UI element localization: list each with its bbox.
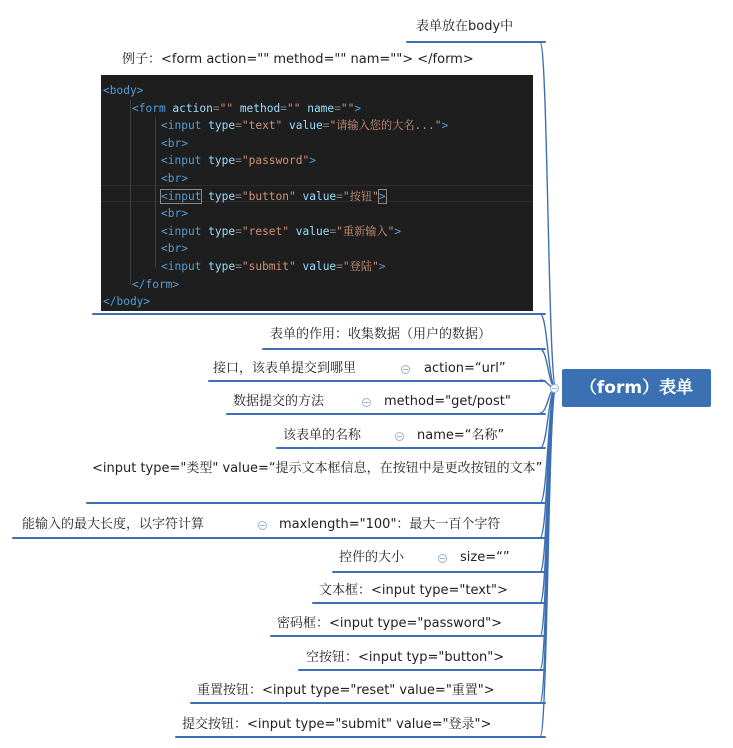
topic-action-underline xyxy=(208,380,546,382)
code-token: value xyxy=(289,224,330,238)
topic-password[interactable]: 密码框：<input type="password"> xyxy=(277,616,502,631)
code-line xyxy=(161,117,448,135)
code-token: "" xyxy=(219,101,234,115)
code-line xyxy=(103,82,143,100)
topic-maxlength-detail[interactable]: maxlength="100"：最大一百个字符 xyxy=(279,517,501,532)
code-line xyxy=(161,205,188,223)
topic-name-detail[interactable]: name=“名称” xyxy=(417,428,505,443)
code-line xyxy=(103,293,150,311)
topic-method-collapse-icon[interactable] xyxy=(362,398,371,407)
code-token: type xyxy=(201,154,236,168)
code-token: <br> xyxy=(161,242,188,256)
code-token: > xyxy=(309,154,316,168)
code-token: <input xyxy=(161,260,202,273)
topic-maxlength[interactable]: 能输入的最大长度，以字符计算 xyxy=(22,517,205,532)
code-line xyxy=(161,240,188,258)
code-token: = xyxy=(336,189,343,203)
code-token: > xyxy=(378,189,386,203)
code-line xyxy=(161,223,401,241)
topic-name-underline xyxy=(276,447,546,449)
topic-method-detail[interactable]: method="get/post" xyxy=(384,394,511,409)
code-token: type xyxy=(201,260,236,273)
code-line xyxy=(161,135,188,153)
connector-name xyxy=(540,388,556,448)
code-token: > xyxy=(354,101,362,115)
code-token: "按钮" xyxy=(342,189,379,203)
code-line xyxy=(161,258,386,276)
code-token: > xyxy=(378,260,386,273)
code-token: "请输入您的大名..." xyxy=(329,119,442,133)
code-token: = xyxy=(329,224,337,238)
code-token: = xyxy=(322,119,330,133)
code-token: "button" xyxy=(241,189,296,203)
topic-method-underline xyxy=(226,413,546,415)
topic-size-collapse-icon[interactable] xyxy=(438,554,447,563)
topic-name[interactable]: 该表单的名称 xyxy=(283,428,362,443)
central-collapse-icon[interactable] xyxy=(550,384,559,393)
topic-submit[interactable]: 提交按钮：<input type="submit" value="登录"> xyxy=(182,717,492,732)
code-token: <input xyxy=(161,154,202,168)
connector-example xyxy=(540,314,556,388)
topic-submit-underline xyxy=(175,736,546,738)
code-line xyxy=(132,276,179,294)
code-token: "" xyxy=(286,101,301,115)
code-token: <form xyxy=(132,101,166,115)
topic-size-underline xyxy=(332,571,546,573)
code-token: = xyxy=(235,189,242,203)
code-token: </form> xyxy=(132,277,180,291)
topic-name-collapse-icon[interactable] xyxy=(395,432,404,441)
topic-body-underline xyxy=(406,41,546,43)
code-token: </body> xyxy=(103,295,151,309)
code-token: type xyxy=(201,224,236,238)
code-token: "password" xyxy=(241,154,310,168)
code-token: = xyxy=(235,224,242,238)
topic-maxlength-underline xyxy=(12,537,546,539)
code-token: "text" xyxy=(241,119,283,133)
code-screenshot xyxy=(101,75,533,311)
topic-input-type-underline xyxy=(86,502,546,504)
topic-text[interactable]: 文本框：<input type="text"> xyxy=(319,583,508,598)
connector-submit xyxy=(540,388,556,737)
code-token: > xyxy=(441,119,449,133)
code-token: type xyxy=(201,119,236,133)
code-token: <input xyxy=(161,224,202,238)
topic-maxlength-collapse-icon[interactable] xyxy=(258,521,267,530)
code-token: = xyxy=(235,119,242,133)
code-token: <br> xyxy=(161,136,188,150)
code-line xyxy=(132,100,361,118)
code-token: value xyxy=(295,189,337,203)
code-token: "reset" xyxy=(241,224,290,238)
topic-reset[interactable]: 重置按钮：<input type="reset" value="重置"> xyxy=(197,683,495,698)
code-token: = xyxy=(212,101,220,115)
code-token: type xyxy=(201,189,236,203)
connector-password xyxy=(540,388,556,636)
code-token: "" xyxy=(340,101,355,115)
topic-example-underline xyxy=(92,313,546,315)
connector-reset xyxy=(540,388,556,703)
code-token: = xyxy=(235,154,242,168)
topic-body[interactable]: 表单放在body中 xyxy=(416,19,514,34)
code-token: = xyxy=(280,101,287,115)
topic-purpose-underline xyxy=(262,348,546,350)
code-token: = xyxy=(235,260,242,273)
code-token: <body> xyxy=(103,84,144,97)
code-token: name xyxy=(300,101,335,115)
connector-button xyxy=(540,388,556,670)
topic-example[interactable]: 例子：<form action="" method="" nam=""> </form> xyxy=(122,52,474,67)
code-token: = xyxy=(334,101,341,115)
topic-size[interactable]: 控件的大小 xyxy=(339,550,405,565)
code-token: <br> xyxy=(161,172,188,185)
topic-button-underline xyxy=(298,669,546,671)
code-token: <input xyxy=(161,189,202,203)
code-token: action xyxy=(165,101,213,115)
connector-size xyxy=(540,388,556,572)
code-line xyxy=(161,188,386,206)
code-token: method xyxy=(233,101,281,115)
topic-reset-underline xyxy=(190,702,546,704)
code-line xyxy=(161,152,316,170)
code-indent-guide xyxy=(130,100,131,285)
code-token: <br> xyxy=(161,207,188,221)
code-token: = xyxy=(336,260,343,273)
topic-method[interactable]: 数据提交的方法 xyxy=(233,394,325,409)
topic-purpose[interactable]: 表单的作用：收集数据（用户的数据） xyxy=(270,327,492,342)
code-token: <input xyxy=(161,119,202,133)
connector-purpose xyxy=(540,349,556,388)
topic-password-underline xyxy=(270,635,546,637)
topic-action[interactable]: 接口，该表单提交到哪里 xyxy=(213,361,357,376)
code-token: > xyxy=(394,224,402,238)
code-token: value xyxy=(282,119,323,133)
topic-text-underline xyxy=(312,602,546,604)
code-indent-guide xyxy=(155,118,156,268)
topic-action-detail[interactable]: action=“url” xyxy=(424,361,506,376)
topic-action-collapse-icon[interactable] xyxy=(401,365,410,374)
code-token: "重新输入" xyxy=(336,224,395,238)
central-topic[interactable]: （form）表单 xyxy=(562,369,711,407)
connector-body xyxy=(540,42,556,388)
code-line xyxy=(161,170,188,188)
topic-size-detail[interactable]: size=“” xyxy=(460,550,510,565)
topic-button[interactable]: 空按钮：<input typ="button"> xyxy=(306,650,505,665)
topic-input-type[interactable]: <input type="类型" value=“提示文本框信息，在按钮中是更改按钮的文本” xyxy=(92,461,543,476)
code-token: value xyxy=(295,260,337,273)
code-token: "登陆" xyxy=(342,260,379,273)
connector-input-type xyxy=(540,388,556,503)
code-token: "submit" xyxy=(241,260,296,273)
